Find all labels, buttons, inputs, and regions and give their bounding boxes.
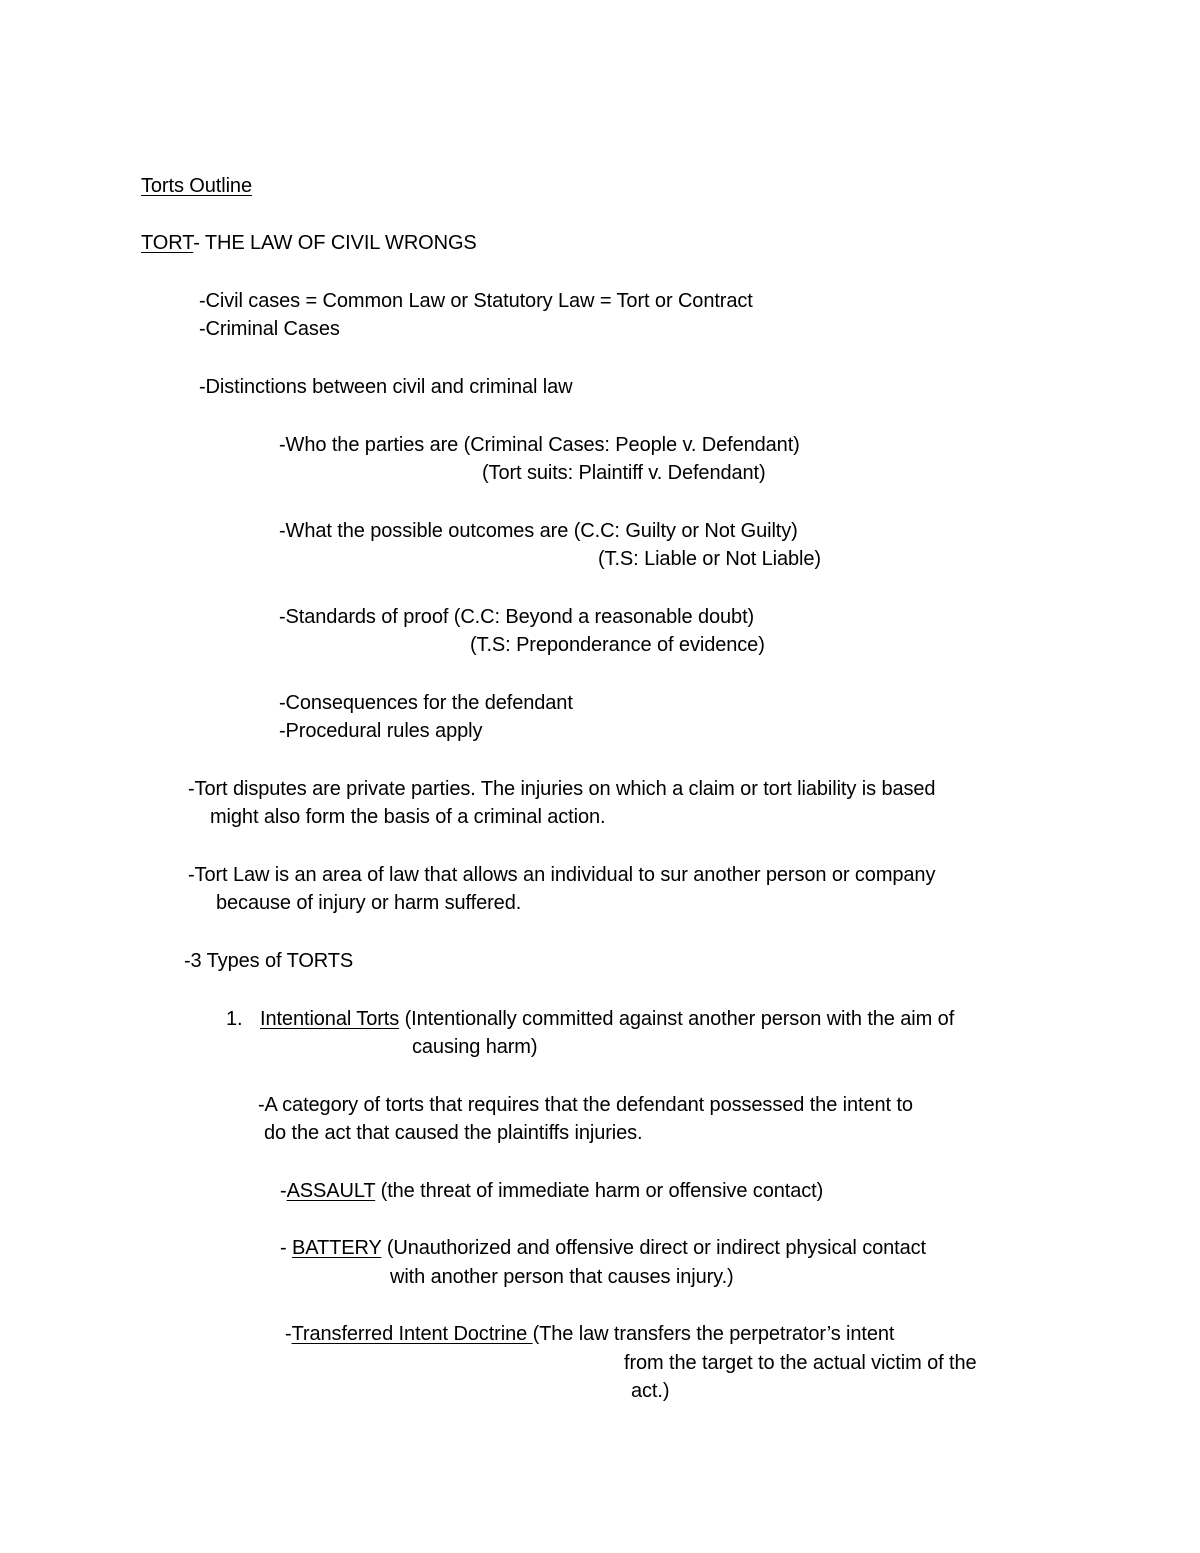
transferred-prefix: -	[285, 1323, 292, 1345]
outcomes-line-1: -What the possible outcomes are (C.C: Guilty or Not Guilty)	[279, 520, 798, 542]
tort-heading	[141, 229, 477, 257]
tort-term: TORT	[141, 232, 194, 254]
distinctions-line: -Distinctions between civil and criminal law	[199, 376, 573, 398]
document-title: Torts Outline	[141, 175, 252, 197]
outcomes-line-2: (T.S: Liable or Not Liable)	[598, 548, 821, 570]
assault-term: ASSAULT	[286, 1180, 376, 1202]
battery-prefix: -	[280, 1237, 293, 1259]
battery-line-2: with another person that causes injury.)	[390, 1266, 734, 1288]
civil-cases-line: -Civil cases = Common Law or Statutory Law = Tort or Contract	[199, 290, 753, 312]
transferred-intent-desc: (The law transfers the perpetrator’s intent	[532, 1323, 895, 1345]
consequences-line: -Consequences for the defendant	[279, 692, 573, 714]
proof-line-2: (T.S: Preponderance of evidence)	[470, 634, 765, 656]
category-line-2: do the act that caused the plaintiffs injuries.	[264, 1122, 643, 1144]
intentional-torts-term: Intentional Torts	[260, 1008, 400, 1030]
intentional-torts-desc: (Intentionally committed against another person with the aim of	[399, 1008, 955, 1030]
tort-heading-rest: - THE LAW OF CIVIL WRONGS	[193, 232, 477, 254]
criminal-cases-line: -Criminal Cases	[199, 318, 340, 340]
assault-line	[280, 1177, 823, 1205]
disputes-line-1: -Tort disputes are private parties. The injuries on which a claim or tort liability is based	[188, 778, 936, 800]
procedural-line: -Procedural rules apply	[279, 720, 483, 742]
intentional-torts-line-1	[260, 1005, 954, 1033]
types-heading: -3 Types of TORTS	[184, 950, 354, 972]
intentional-torts-line-2: causing harm)	[412, 1036, 538, 1058]
transferred-intent-line-3: act.)	[631, 1380, 670, 1402]
category-line-1: -A category of torts that requires that the defendant possessed the intent to	[258, 1094, 913, 1116]
list-item-number: 1.	[226, 1008, 243, 1030]
disputes-line-2: might also form the basis of a criminal action.	[210, 806, 606, 828]
battery-line-1	[280, 1234, 926, 1262]
battery-term: BATTERY	[292, 1237, 382, 1259]
tort-law-line-2: because of injury or harm suffered.	[216, 892, 522, 914]
tort-law-line-1: -Tort Law is an area of law that allows an individual to sur another person or company	[188, 864, 936, 886]
transferred-intent-line-1	[285, 1320, 894, 1348]
proof-line-1: -Standards of proof (C.C: Beyond a reasonable doubt)	[279, 606, 755, 628]
battery-desc: (Unauthorized and offensive direct or indirect physical contact	[381, 1237, 927, 1259]
assault-prefix: -	[280, 1180, 287, 1202]
parties-line-2: (Tort suits: Plaintiff v. Defendant)	[482, 462, 766, 484]
transferred-intent-term: Transferred Intent Doctrine	[291, 1323, 533, 1345]
parties-line-1: -Who the parties are (Criminal Cases: People v. Defendant)	[279, 434, 800, 456]
transferred-intent-line-2: from the target to the actual victim of the	[624, 1352, 977, 1374]
assault-desc: (the threat of immediate harm or offensive contact)	[375, 1180, 824, 1202]
